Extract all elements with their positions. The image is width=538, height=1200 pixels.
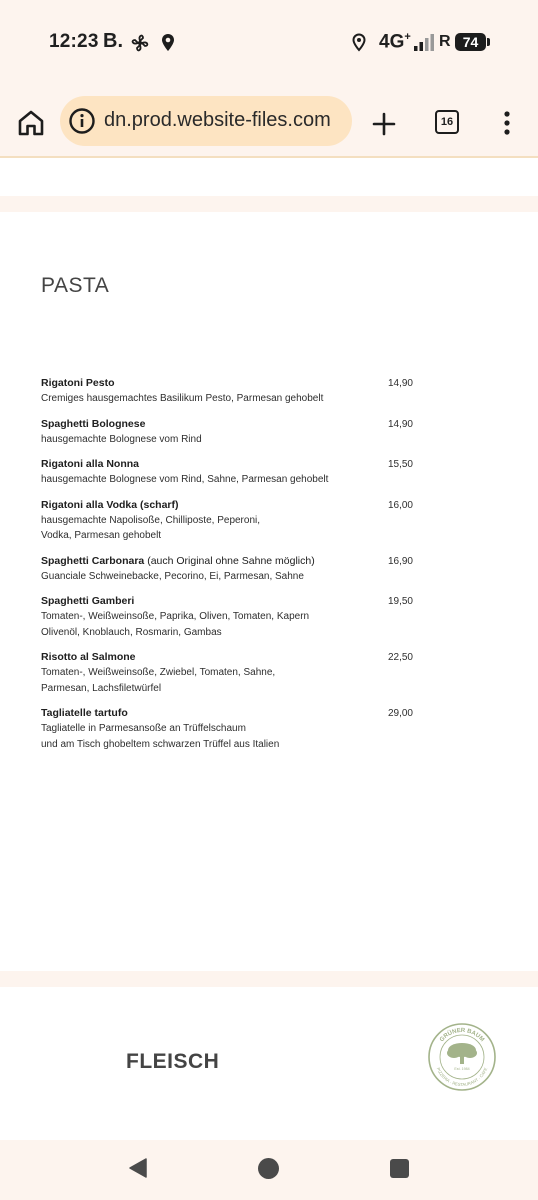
back-icon[interactable] [127,1157,149,1179]
dish-name: Rigatoni alla Vodka (scharf) [41,498,179,511]
dish-description: Tomaten-, Weißweinsoße, Paprika, Oliven, Tomaten, Kapern [41,611,310,622]
menu-item [41,376,413,407]
dish-price: 14,90 [387,378,413,389]
location-outline-icon [352,33,366,52]
dish-name: Spaghetti Gamberi [41,595,135,607]
menu-item [41,498,413,544]
dish-price: 16,00 [387,499,413,511]
svg-text:GRÜNER BAUM: GRÜNER BAUM [439,1027,485,1044]
dish-description: hausgemachte Napolisoße, Chilliposte, Peperoni, [41,514,261,526]
dish-description: Vodka, Parmesan gehobelt [41,530,162,541]
home-nav-icon[interactable] [257,1157,280,1180]
dish-description: Olivenöl, Knoblauch, Rosmarin, Gambas [41,626,222,638]
menu-item [41,457,413,488]
url-text[interactable]: dn.prod.website-files.com [104,109,331,131]
tab-switcher-button[interactable]: 16 [435,110,459,134]
dish-description: Guanciale Schweinebacke, Pecorino, Ei, Parmesan, Sahne [41,570,304,582]
dish-description: Tagliatelle in Parmesansoße an Trüffelschaum [41,723,246,734]
signal-icon [414,34,438,51]
dish-price: 22,50 [387,652,413,663]
dish-description: Parmesan, Lachsfiletwürfel [41,682,162,694]
recents-icon[interactable] [389,1158,410,1179]
svg-text:Est. 1984: Est. 1984 [454,1067,470,1071]
location-icon [161,33,175,52]
url-bar[interactable] [60,96,352,146]
status-bar [0,0,538,86]
dish-name: Rigatoni Pesto [41,377,115,389]
dish-price: 14,90 [387,418,413,430]
menu-item [41,650,413,696]
app-notification-icon: B. [103,30,123,52]
roaming-indicator: R [439,33,451,50]
dish-name: Spaghetti Carbonara (auch Original ohne Sahne möglich) [41,554,315,567]
divider-band [0,196,538,212]
menu-item [41,706,413,752]
dish-description: hausgemachte Bolognese vom Rind [41,433,202,445]
dish-price: 15,50 [387,459,413,470]
system-nav-bar [0,1140,538,1200]
dish-name: Rigatoni alla Nonna [41,458,140,470]
dish-description: hausgemachte Bolognese vom Rind, Sahne, Parmesan gehobelt [41,474,329,485]
home-icon[interactable] [16,108,46,138]
dish-note: (auch Original ohne Sahne möglich) [144,554,315,567]
menu-item [41,417,413,448]
network-type: 4G+ [379,31,411,53]
svg-text:PIZZERIA · RESTAURANT · CAFE: PIZZERIA · RESTAURANT · CAFE [435,1066,489,1088]
dish-description: und am Tisch ghobeltem schwarzen Trüffel aus Italien [41,738,280,750]
dish-price: 16,90 [387,555,413,567]
restaurant-logo [427,1022,497,1092]
menu-item [41,594,413,640]
fan-icon [130,33,150,53]
page-content[interactable] [0,158,538,1140]
more-menu-icon[interactable] [500,108,514,138]
battery-icon: 74 [455,33,486,51]
new-tab-icon[interactable] [370,110,398,138]
dish-description: Tomaten-, Weißweinsoße, Zwiebel, Tomaten, Sahne, [41,667,276,678]
divider-band [0,971,538,987]
dish-price: 19,50 [387,596,413,607]
dish-description: Cremiges hausgemachtes Basilikum Pesto, Parmesan gehobelt [41,393,324,404]
section-title: PASTA [41,274,110,297]
dish-price: 29,00 [387,708,413,719]
menu-item [41,554,413,585]
dish-name: Tagliatelle tartufo [41,707,128,719]
status-time: 12:23 [49,31,99,52]
browser-toolbar [0,86,538,158]
menu-list [41,376,413,762]
dish-name: Spaghetti Bolognese [41,417,146,430]
info-icon[interactable] [68,107,96,135]
dish-name: Risotto al Salmone [41,651,136,663]
next-section-title: FLEISCH [126,1050,220,1073]
